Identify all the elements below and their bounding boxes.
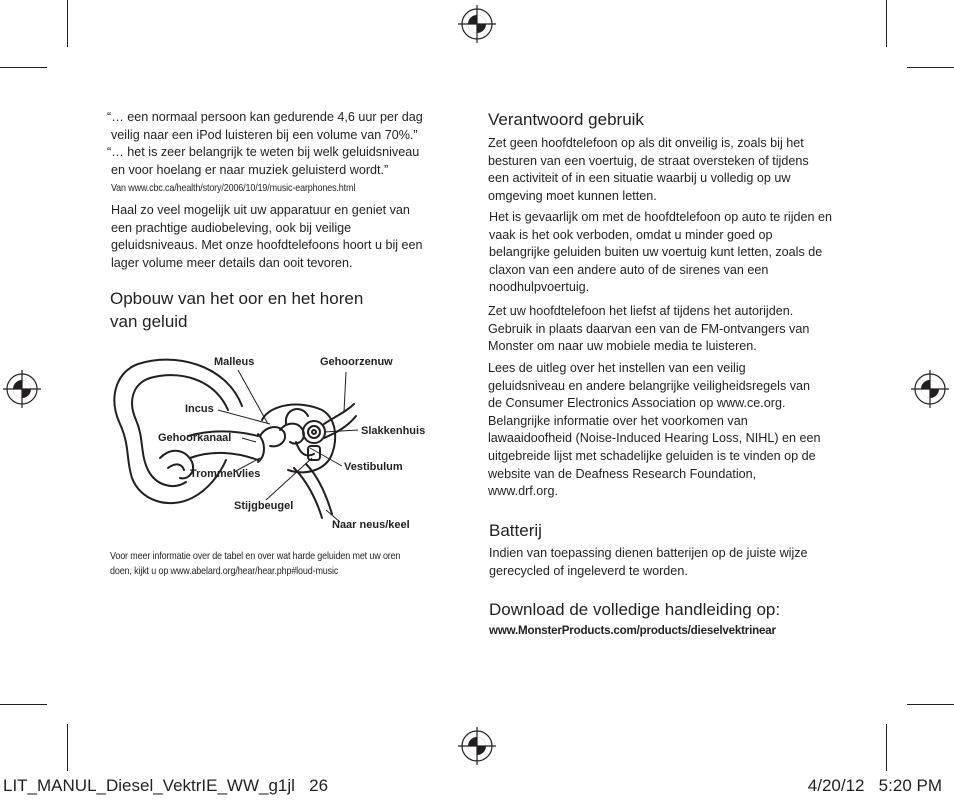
intro-paragraph: Haal zo veel mogelijk uit uw apparatuur en geniet van een prachtige audiobeleving, ook bij veilige geluidsniveaus. Met onze hoofdtelefoons hoort u bij een lager volume meer details dan ooit tevoren. <box>111 203 423 270</box>
label-malleus: Malleus <box>214 356 255 368</box>
registration-mark-icon <box>458 5 496 43</box>
quote-1-line-2: veilig naar een iPod luisteren bij een volume van 70%.” <box>111 127 418 142</box>
label-gehoorkanaal: Gehoorkanaal <box>158 432 232 444</box>
label-incus: Incus <box>185 403 214 415</box>
footer-datetime: 4/20/12 5:20 PM <box>807 776 942 795</box>
quote-2-line-2: en voor hoelang er naar muziek geluisterd wordt.” <box>111 162 389 177</box>
ear-heading-line-2: van geluid <box>110 312 188 331</box>
crop-mark <box>907 67 954 68</box>
crop-mark <box>886 0 887 47</box>
label-naar-neus-keel: Naar neus/keel <box>332 519 410 531</box>
label-gehoorzenuw: Gehoorzenuw <box>320 356 393 368</box>
crop-mark <box>67 0 68 47</box>
quote-2-line-1: “… het is zeer belangrijk te weten bij welk geluidsniveau <box>107 145 420 159</box>
responsible-para-3: Zet uw hoofdtelefoon het liefst af tijdens het autorijden. Gebruik in plaats daarvan een van de FM-ontvangers van Monster om naar uw mobiele media te luisteren. <box>488 304 810 354</box>
responsible-para-4: Lees de uitleg over het instellen van een veilig geluidsniveau en andere belangrijke veiligheidsregels van de Consumer Electronics Association op www.ce.org. Belangrijke informatie over het voorkomen van lawaaidoofheid (Noise-Induced Hearing Loss, NIHL) en een uitgebreide lijst met schadelijke geluiden is te vinden op de website van de Deafness Research Foundation, www.drf.org. <box>488 361 821 499</box>
quote-1-line-1: “… een normaal persoon kan gedurende 4,6 uur per dag <box>107 110 423 124</box>
registration-mark-icon <box>911 370 949 408</box>
more-info-line-2: doen, kijkt u op www.abelard.org/hear/hear.php#loud-music <box>110 566 339 577</box>
more-info-line-1: Voor meer informatie over de tabel en over wat harde geluiden met uw oren <box>110 551 401 562</box>
battery-text: Indien van toepassing dienen batterijen op de juiste wijze gerecycled of ingeleverd te worden. <box>489 546 808 578</box>
crop-mark <box>67 724 68 771</box>
more-info-note <box>110 549 400 579</box>
crop-mark <box>0 67 47 68</box>
quote-2 <box>107 144 452 179</box>
download-heading: Download de volledige handleiding op: <box>489 600 781 619</box>
battery-heading: Batterij <box>489 521 542 540</box>
crop-mark <box>0 704 47 705</box>
quote-1 <box>107 109 452 144</box>
responsible-use-heading: Verantwoord gebruik <box>488 110 644 129</box>
quote-source: Van www.cbc.ca/health/story/2006/10/19/music-earphones.html <box>111 183 356 194</box>
label-slakkenhuis: Slakkenhuis <box>361 425 426 437</box>
label-vestibulum: Vestibulum <box>344 461 403 473</box>
label-trommelvlies: Trommelvlies <box>190 468 261 480</box>
crop-mark <box>886 724 887 771</box>
ear-section-heading <box>110 287 363 333</box>
responsible-para-2: Het is gevaarlijk om met de hoofdtelefoon op auto te rijden en vaak is het ook verboden, omdat u minder goed op belangrijke geluiden buiten uw voertuig kunt letten, zoals de claxon van een andere auto of de sirenes van een noodhulpvoertuig. <box>489 210 833 295</box>
footer-slug: LIT_MANUL_Diesel_VektrIE_WW_g1jl 26 <box>3 776 329 795</box>
crop-mark <box>907 704 954 705</box>
download-url: www.MonsterProducts.com/products/dieselvektrinear <box>489 624 776 637</box>
ear-heading-line-1: Opbouw van het oor en het horen <box>110 289 364 308</box>
registration-mark-icon <box>458 727 496 765</box>
responsible-para-1: Zet geen hoofdtelefoon op als dit onveilig is, zoals bij het besturen van een voertuig, de straat oversteken of tijdens een activiteit of in een situatie waarbij u volledig op uw omgeving moet kunnen letten. <box>488 136 809 203</box>
ear-diagram <box>110 350 450 540</box>
registration-mark-icon <box>3 370 41 408</box>
label-stijgbeugel: Stijgbeugel <box>234 500 294 512</box>
